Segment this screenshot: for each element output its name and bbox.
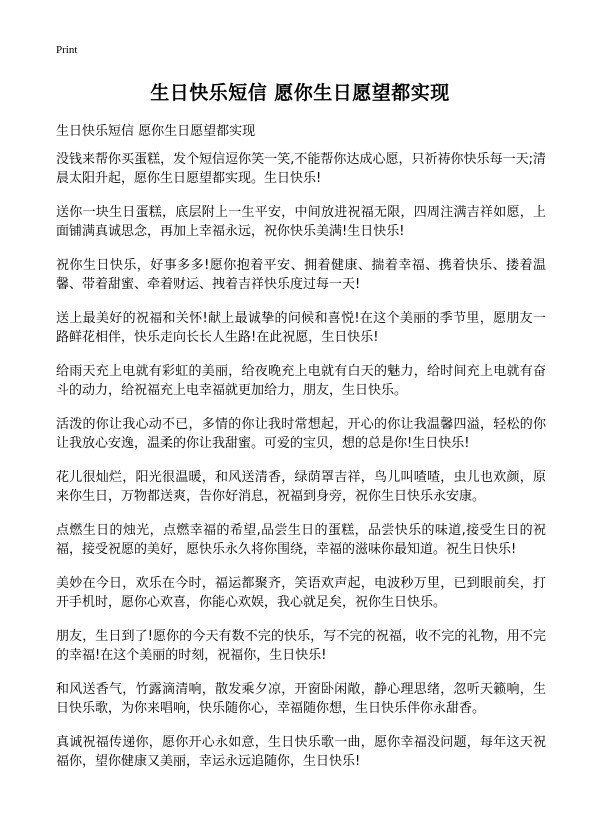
message-paragraph: 祝你生日快乐，好事多多!愿你抱着平安、拥着健康、揣着幸福、携着快乐、搂着温馨、带着甜蜜、牵着财运、拽着吉祥快乐度过每一天! (56, 258, 546, 292)
message-paragraph: 活泼的你让我心动不已，多情的你让我时常想起，开心的你让我温馨四溢，轻松的你让我放心安逸，温柔的你让我甜蜜。可爱的宝贝，想的总是你!生日快乐! (56, 417, 546, 451)
message-paragraph: 和风送香气，竹露滴清响，散发乘夕凉，开窗卧闲敞，静心理思绪，忽听天籁响，生日快乐歌，为你来唱响，快乐随你心，幸福随你想，生日快乐伴你永甜香。 (56, 682, 546, 716)
message-paragraph: 给雨天充上电就有彩虹的美丽，给夜晚充上电就有白天的魅力，给时间充上电就有奋斗的动力，给祝福充上电幸福就更加给力，朋友，生日快乐。 (56, 364, 546, 398)
print-link[interactable]: Print (56, 44, 78, 56)
message-paragraph: 送你一块生日蛋糕，底层附上一生平安，中间放进祝福无限，四周注满吉祥如愿，上面铺满真诚思念，再加上幸福永远，祝你快乐美满!生日快乐! (56, 205, 546, 239)
message-paragraph: 点燃生日的烛光，点燃幸福的希望,品尝生日的蛋糕，品尝快乐的味道,接受生日的祝福，接受祝愿的美好，愿快乐永久将你围绕，幸福的滋味你最知道。祝生日快乐! (56, 523, 546, 557)
page-subtitle: 生日快乐短信 愿你生日愿望都实现 (56, 124, 256, 139)
message-paragraph: 花儿很灿烂，阳光很温暖，和风送清香，绿荫罩吉祥，鸟儿叫喳喳，虫儿也欢颜，原来你生日，万物都送爽，告你好消息，祝福到身旁，祝你生日快乐永安康。 (56, 470, 546, 504)
message-list (56, 150, 546, 786)
page-title: 生日快乐短信 愿你生日愿望都实现 (150, 82, 450, 104)
message-paragraph: 没钱来帮你买蛋糕，发个短信逗你笑一笑,不能帮你达成心愿，只祈祷你快乐每一天;清晨太阳升起，愿你生日愿望都实现。生日快乐! (56, 152, 546, 186)
message-paragraph: 美妙在今日，欢乐在今时，福运都聚齐，笑语欢声起，电波秒万里，已到眼前矣，打开手机时，愿你心欢喜，你能心欢娱，我心就足矣，祝你生日快乐。 (56, 576, 546, 610)
message-paragraph: 朋友，生日到了!愿你的今天有数不完的快乐，写不完的祝福，收不完的礼物，用不完的幸福!在这个美丽的时刻，祝福你，生日快乐! (56, 629, 546, 663)
message-paragraph: 真诚祝福传递你，愿你开心永如意，生日快乐歌一曲，愿你幸福没问题，每年这天祝福你，望你健康又美丽，幸运永远追随你，生日快乐! (56, 735, 546, 769)
message-paragraph: 送上最美好的祝福和关怀!献上最诚挚的问候和喜悦!在这个美丽的季节里，愿朋友一路鲜花相伴，快乐走向长长人生路!在此祝愿，生日快乐! (56, 311, 546, 345)
